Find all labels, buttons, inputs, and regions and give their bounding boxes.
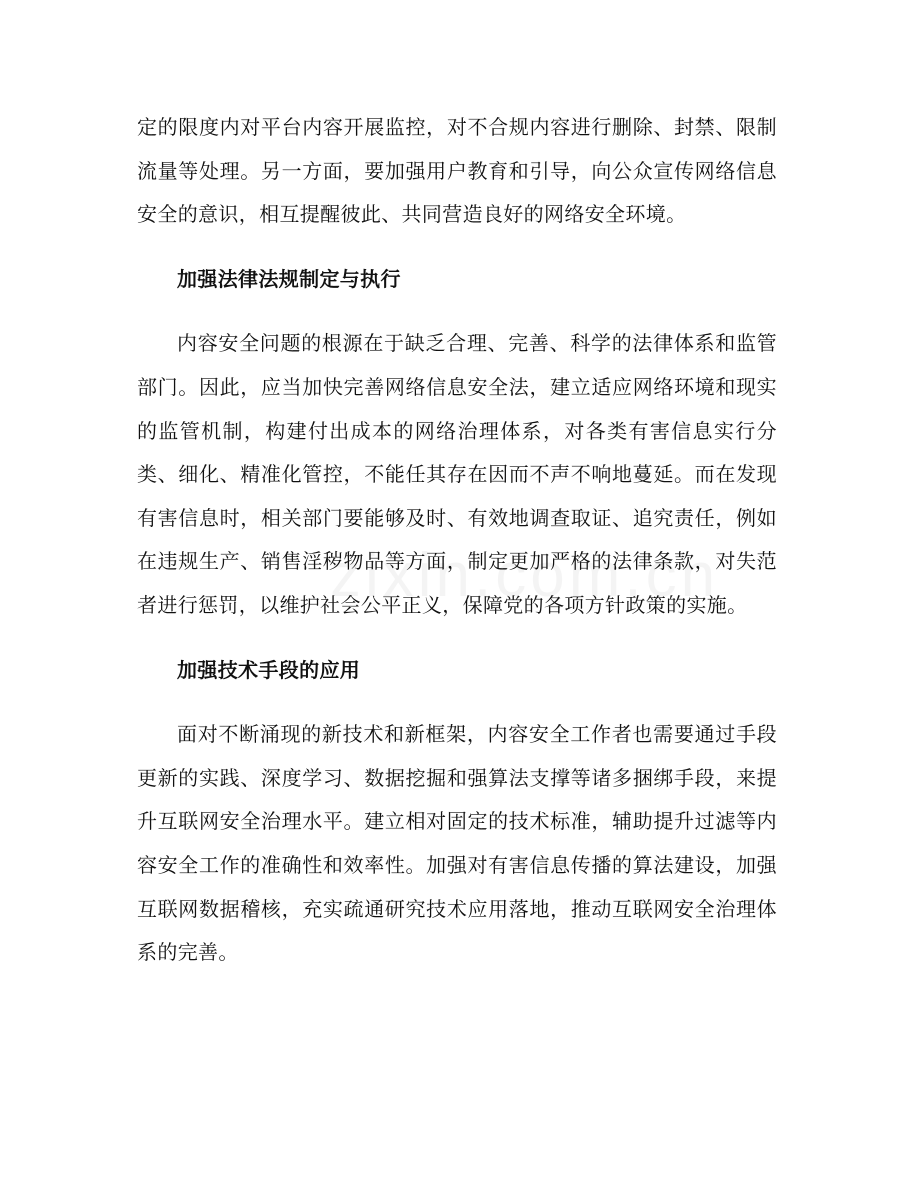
spacer bbox=[137, 692, 777, 713]
paragraph-law: 内容安全问题的根源在于缺乏合理、完善、科学的法律体系和监管部门。因此，应当加快完善网络信息安全法，建立适应网络环境和现实的监管机制，构建付出成本的网络治理体系，对各类有害信息实行分类、细化、精准化管控，不能任其存在因而不声不响地蔓延。而在发现有害信息时，相关部门要能够及时、有效地调查取证、追究责任，例如在违规生产、销售淫秽物品等方面，制定更加严格的法律条款，对失范者进行惩罚，以维护社会公平正义，保障党的各项方针政策的实施。 bbox=[137, 331, 777, 617]
paragraph-intro: 定的限度内对平台内容开展监控，对不合规内容进行删除、封禁、限制流量等处理。另一方面，要加强用户教育和引导，向公众宣传网络信息安全的意识，相互提醒彼此、共同营造良好的网络安全环境。 bbox=[137, 115, 777, 227]
spacer bbox=[137, 628, 777, 649]
document-body bbox=[137, 106, 777, 975]
spacer bbox=[137, 237, 777, 258]
section-heading-law: 加强法律法规制定与执行 bbox=[177, 266, 401, 291]
section-heading-tech: 加强技术手段的应用 bbox=[177, 657, 361, 682]
paragraph-tech: 面对不断涌现的新技术和新框架，内容安全工作者也需要通过手段更新的实践、深度学习、数据挖掘和强算法支撑等诸多捆绑手段，来提升互联网安全治理水平。建立相对固定的技术标准，辅助提升过滤等内容安全工作的准确性和效率性。加强对有害信息传播的算法建设，加强互联网数据稽核，充实疏通研究技术应用落地，推动互联网安全治理体系的完善。 bbox=[137, 722, 777, 965]
spacer bbox=[137, 301, 777, 322]
